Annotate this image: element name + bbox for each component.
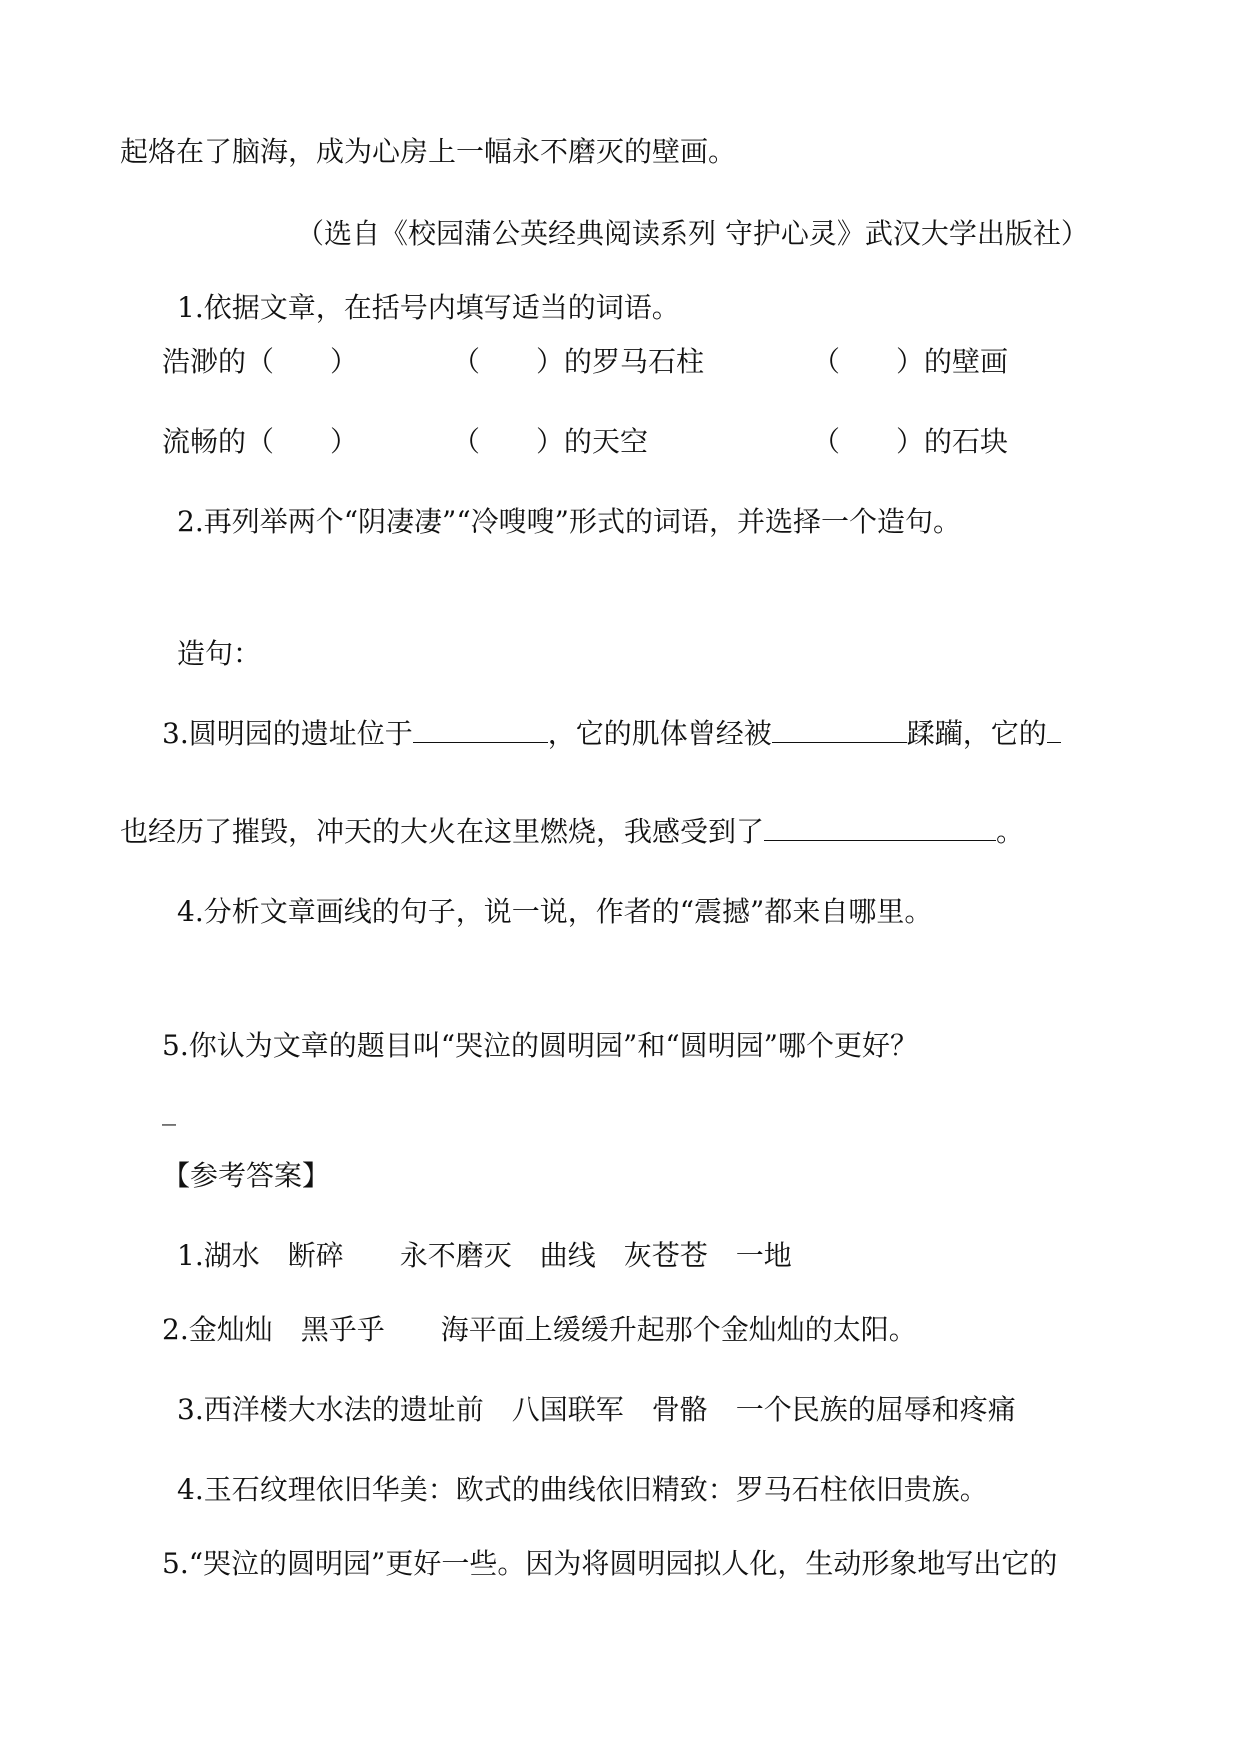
q1-row2-item2: （ ）的天空 <box>452 425 649 458</box>
q3-part2: ，它的肌体曾经被 <box>547 717 772 750</box>
question-3-line2 <box>120 814 1024 850</box>
passage-last-line: 起烙在了脑海，成为心房上一幅永不磨灭的壁画。 <box>120 135 737 168</box>
answer-5: 5.“哭泣的圆明园”更好一些。因为将圆明园拟人化，生动形象地写出它的 <box>162 1547 1058 1580</box>
q1-row1-item2: （ ）的罗马石柱 <box>452 345 705 378</box>
answers-heading: 【参考答案】 <box>162 1159 331 1192</box>
q3-blank-feeling[interactable] <box>764 814 996 841</box>
question-4-prompt: 4.分析文章画线的句子，说一说，作者的“震撼”都来自哪里。 <box>177 895 933 928</box>
q1-row2-item1: 流畅的（ ） <box>162 425 359 458</box>
question-2-sentence-label: 造句： <box>177 637 262 670</box>
answer-1: 1.湖水 断碎 永不磨灭 曲线 灰苍苍 一地 <box>177 1239 792 1272</box>
question-5-answer-blank: _ <box>162 1093 176 1126</box>
q3-part3: 蹂躏，它的 <box>906 717 1047 750</box>
question-3-line1 <box>162 716 1061 752</box>
q3-line2-part1: 也经历了摧毁，冲天的大火在这里燃烧，我感受到了 <box>120 815 765 848</box>
q3-line2-part2: 。 <box>996 815 1025 848</box>
q3-blank-location[interactable] <box>413 716 548 743</box>
q1-row1-item3: （ ）的壁画 <box>812 345 1009 378</box>
q3-part1: 3.圆明园的遗址位于 <box>162 717 413 750</box>
question-1-prompt: 1.依据文章，在括号内填写适当的词语。 <box>177 291 680 324</box>
q3-blank-body[interactable] <box>1047 716 1061 743</box>
q1-row2-item3: （ ）的石块 <box>812 425 1009 458</box>
passage-source: （选自《校园蒲公英经典阅读系列 守护心灵》武汉大学出版社） <box>296 217 1089 250</box>
question-2-prompt: 2.再列举两个“阴凄凄”“冷嗖嗖”形式的词语，并选择一个造句。 <box>177 505 961 538</box>
answer-4: 4.玉石纹理依旧华美：欧式的曲线依旧精致：罗马石柱依旧贵族。 <box>177 1473 988 1506</box>
question-5-prompt: 5.你认为文章的题目叫“哭泣的圆明园”和“圆明园”哪个更好？ <box>162 1029 918 1062</box>
answer-2: 2.金灿灿 黑乎乎 海平面上缓缓升起那个金灿灿的太阳。 <box>162 1313 917 1346</box>
answer-3: 3.西洋楼大水法的遗址前 八国联军 骨骼 一个民族的屈辱和疼痛 <box>177 1393 1016 1426</box>
q3-blank-invader[interactable] <box>772 716 907 743</box>
q1-row1-item1: 浩渺的（ ） <box>162 345 359 378</box>
